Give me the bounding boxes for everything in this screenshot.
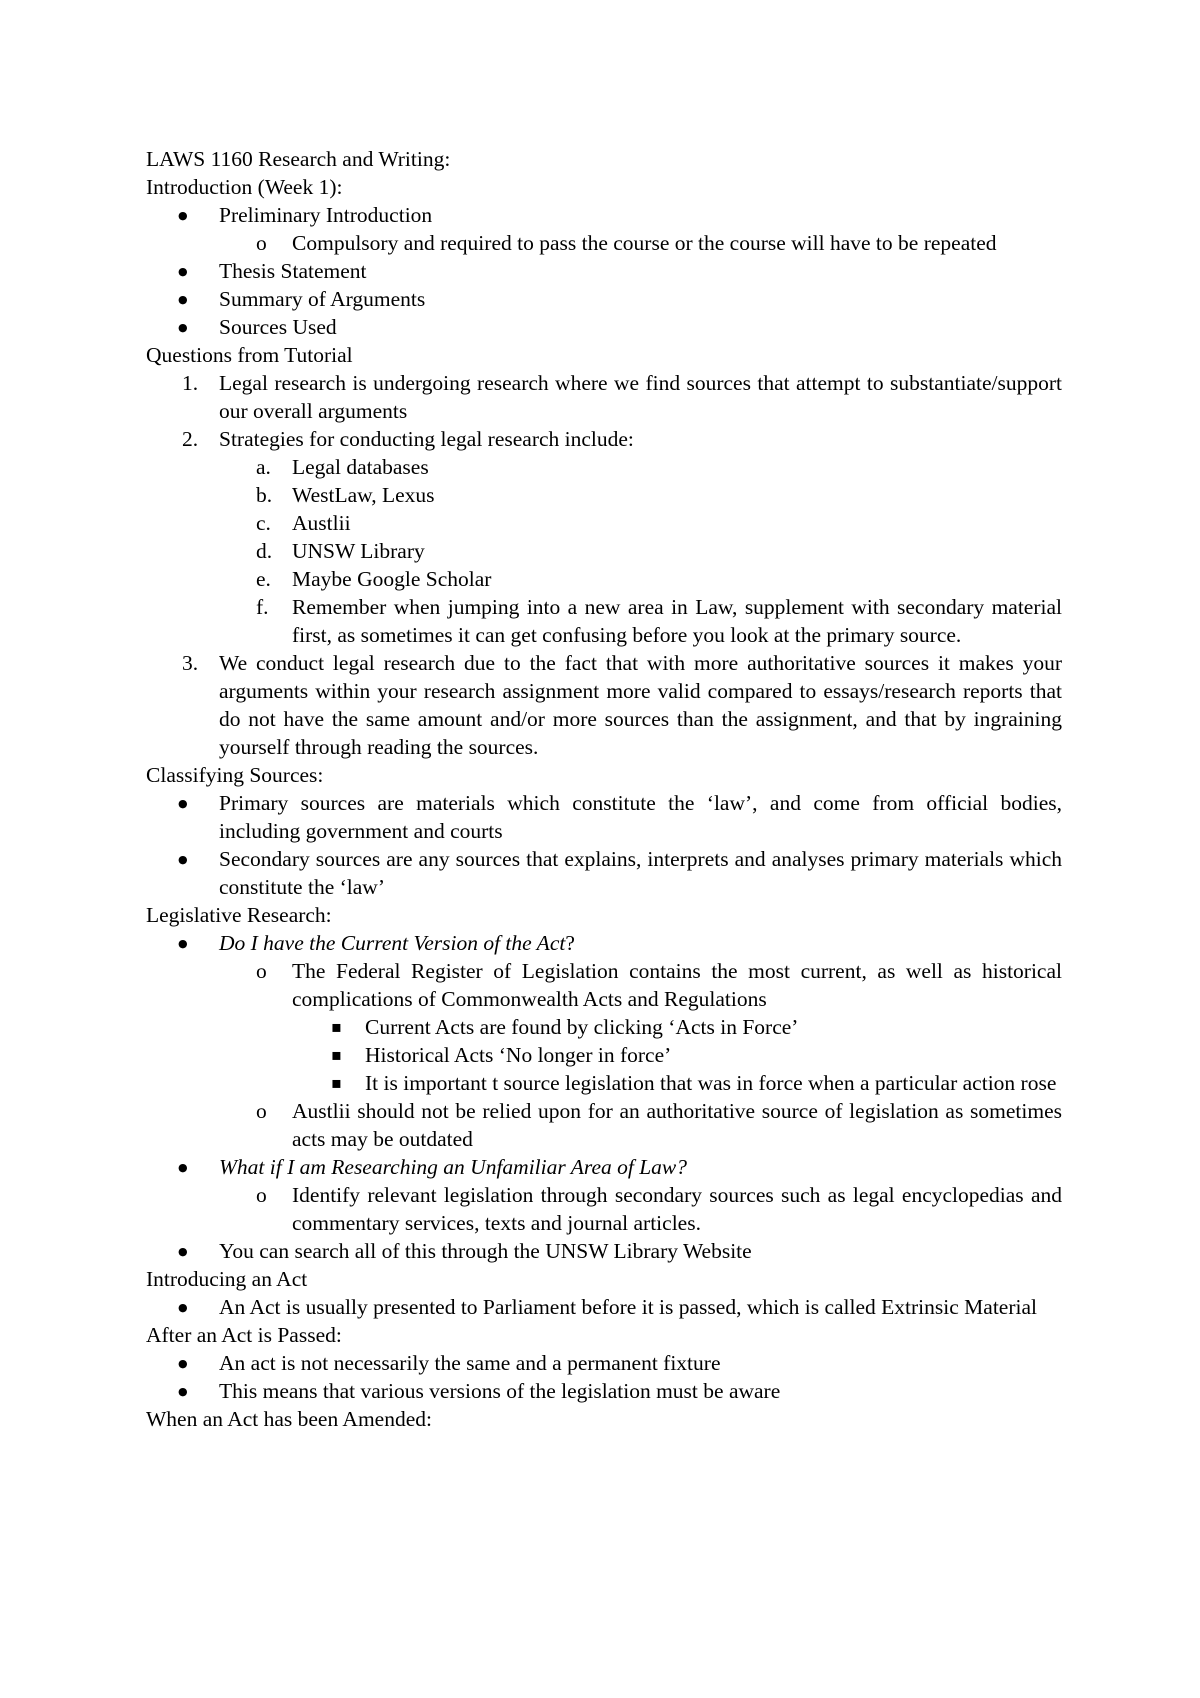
list-item: ● Thesis Statement (146, 257, 1062, 285)
list-item: ● Preliminary Introduction (146, 201, 1062, 229)
list-item: ● Primary sources are materials which constitute the ‘law’, and come from official bodies, including government and courts (146, 789, 1062, 845)
lettered-item: f. Remember when jumping into a new area in Law, supplement with secondary material first, as sometimes it can get confusing before you look at the primary source. (256, 595, 1062, 647)
list-number: 3. (182, 651, 199, 675)
heading-act-amended: When an Act has been Amended: (146, 1407, 432, 1431)
list-item: ● What if I am Researching an Unfamiliar Area of Law? (146, 1153, 1062, 1181)
document-body (146, 145, 1062, 1433)
bullet-icon (178, 845, 188, 877)
list-letter: c. (256, 511, 271, 535)
list-letter: f. (256, 595, 269, 619)
list-item: ● Sources Used (146, 313, 1062, 341)
list-item: ● An act is not necessarily the same and a permanent fixture (146, 1349, 1062, 1377)
circle-bullet-icon (256, 229, 267, 257)
circle-bullet-icon (256, 957, 267, 985)
list-item: ▪ It is important t source legislation that was in force when a particular action rose (146, 1069, 1062, 1097)
list-item: ▪ Historical Acts ‘No longer in force’ (146, 1041, 1062, 1069)
list-letter: b. (256, 483, 273, 507)
list-number: 1. (182, 371, 199, 395)
square-bullet-icon (331, 1041, 342, 1071)
lettered-item: b. WestLaw, Lexus (256, 483, 435, 507)
list-item: ● Do I have the Current Version of the Act? (146, 929, 1062, 957)
list-letter: e. (256, 567, 271, 591)
heading-after-act-passed: After an Act is Passed: (146, 1323, 342, 1347)
lettered-item: d. UNSW Library (256, 539, 425, 563)
lettered-item: a. Legal databases (256, 455, 429, 479)
circle-bullet-icon (256, 1181, 267, 1209)
lettered-item: c. Austlii (256, 511, 351, 535)
list-item: ● Summary of Arguments (146, 285, 1062, 313)
list-item: ● This means that various versions of the legislation must be aware (146, 1377, 1062, 1405)
list-item: ● An Act is usually presented to Parliament before it is passed, which is called Extrinsic Material (146, 1293, 1062, 1321)
heading-introducing-act: Introducing an Act (146, 1267, 308, 1291)
square-bullet-icon (331, 1069, 342, 1099)
list-item: ● You can search all of this through the UNSW Library Website (146, 1237, 1062, 1265)
list-item: o Austlii should not be relied upon for an authoritative source of legislation as sometimes acts may be outdated (146, 1097, 1062, 1153)
heading-introduction: Introduction (Week 1): (146, 175, 343, 199)
bullet-icon (178, 313, 188, 345)
bullet-icon (178, 1377, 188, 1409)
numbered-item: 2. Strategies for conducting legal research include: (182, 427, 634, 451)
bullet-icon (178, 789, 188, 821)
list-item: ● Secondary sources are any sources that explains, interprets and analyses primary materials which constitute the ‘law’ (146, 845, 1062, 901)
circle-bullet-icon (256, 1097, 267, 1125)
list-item: o The Federal Register of Legislation contains the most current, as well as historical complications of Commonwealth Acts and Regulations (146, 957, 1062, 1013)
list-letter: d. (256, 539, 273, 563)
numbered-item: 3. We conduct legal research due to the fact that with more authoritative sources it makes your arguments within your research assignment more valid compared to essays/research reports that do not have the same amount and/or more sources than the assignment, and that by ingraining yourself through reading the sources. (182, 651, 1062, 759)
bullet-icon (178, 1293, 188, 1325)
document-title: LAWS 1160 Research and Writing: (146, 147, 451, 171)
heading-questions: Questions from Tutorial (146, 343, 353, 367)
list-item: o Identify relevant legislation through secondary sources such as legal encyclopedias and commentary services, texts and journal articles. (146, 1181, 1062, 1237)
lettered-item: e. Maybe Google Scholar (256, 567, 492, 591)
list-item: ▪ Current Acts are found by clicking ‘Acts in Force’ (146, 1013, 1062, 1041)
heading-classifying-sources: Classifying Sources: (146, 763, 324, 787)
list-letter: a. (256, 455, 271, 479)
square-bullet-icon (331, 1013, 342, 1043)
list-number: 2. (182, 427, 199, 451)
bullet-icon (178, 1237, 188, 1269)
heading-legislative-research: Legislative Research: (146, 903, 332, 927)
list-item: o Compulsory and required to pass the course or the course will have to be repeated (146, 229, 1062, 257)
numbered-item: 1. Legal research is undergoing research where we find sources that attempt to substantiate/support our overall arguments (182, 371, 1062, 423)
